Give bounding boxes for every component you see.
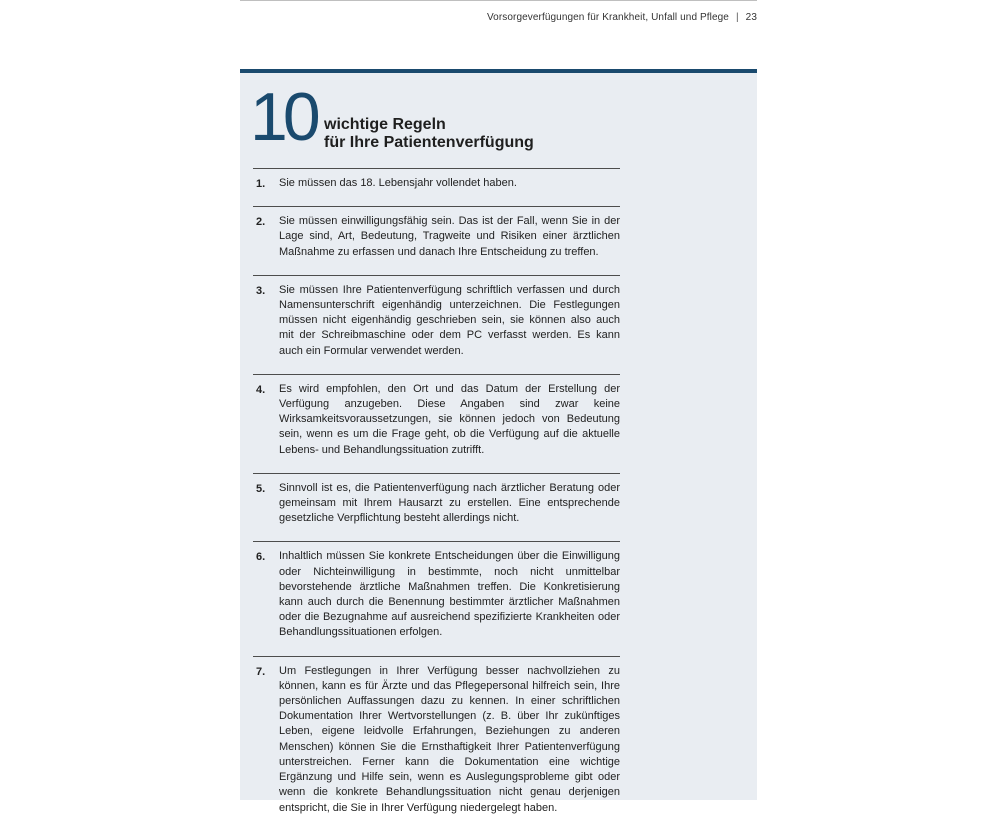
rule-number: 6. [256,551,266,564]
rule-item [253,275,620,374]
rule-number: 3. [256,284,266,297]
box-title-line1: wichtige Regeln [324,116,446,133]
rule-number: 1. [256,178,266,190]
rule-item [253,656,620,831]
rule-text: Um Festlegungen in Ihrer Verfügung besser nachvollziehen zu können, kann es für Ärzte und das Pflegepersonal hilfreich sein, Ihre persönlichen Auffassungen dazu zu kennen. In einer schriftlichen Dokumentation Ihrer Wertvorstellungen (z. B. über Ihr zukünftiges Leben, eigene leidvolle Erfahrungen, Beziehungen zu anderen Menschen) können Sie die Ernsthaftigkeit Ihrer Patientenverfügung unterstreichen. Ferner kann die Dokumentation eine wichtige Ergänzung und Hilfe sein, wenn es Auslegungsprobleme gibt oder wenn die konkrete Behandlungssituation nicht genau derjenigen entspricht, die Sie in Ihrer Verfügung niedergelegt haben. [279,664,620,814]
rule-text: Sie müssen einwilligungsfähig sein. Das ist der Fall, wenn Sie in der Lage sind, Art, Bedeutung, Tragweite und Risiken einer ärztlichen Maßnahme zu erfassen und danach Ihre Entscheidung zu treffen. [279,215,620,258]
running-header-title: Vorsorgeverfügungen für Krankheit, Unfall und Pflege [486,12,729,23]
rule-number: 5. [256,482,266,495]
rule-text: Sie müssen das 18. Lebensjahr vollendet haben. [279,177,517,189]
rules-list [253,168,620,831]
rule-item [253,541,620,655]
box-title [324,116,534,152]
rule-text: Sinnvoll ist es, die Patientenverfügung nach ärztlicher Beratung oder gemeinsam mit Ihrem Hausarzt zu erstellen. Eine entsprechende gesetzliche Verpflichtung besteht allerdings nicht. [279,481,620,525]
rule-text: Es wird empfohlen, den Ort und das Datum der Erstellung der Verfügung anzugeben. Diese Angaben sind zwar keine Wirksamkeitsvoraussetzungen, sie können jedoch von Bedeutung sein, wenn es um die Frage geht, ob die Verfügung auf die aktuelle Lebens- und Behandlungssituation zutrifft. [279,382,620,456]
page-number: 23 [745,12,757,23]
box-title-line2: für Ihre Patientenverfügung [324,134,534,151]
box-big-number: 10 [250,79,316,155]
running-header [487,12,757,23]
rule-item [253,374,620,473]
rule-item [253,473,620,542]
rule-number: 2. [256,216,266,229]
running-header-separator: | [735,12,739,23]
rule-text: Inhaltlich müssen Sie konkrete Entscheidungen über die Einwilligung oder Nichteinwilligung in bestimmte, noch nicht unmittelbar bevorstehende ärztliche Maßnahmen treffen. Die Konkretisierung kann auch durch die Benennung bestimmter ärztlicher Maßnahmen oder die Bezugnahme auf ausreichend spezifizierte Krankheiten oder Behandlungssituationen erfolgen. [279,550,620,639]
rule-item [253,206,620,275]
header-rule [240,0,757,1]
rule-item [253,168,620,206]
rules-box [240,69,757,814]
rule-text: Sie müssen Ihre Patientenverfügung schriftlich verfassen und durch Namensunterschrift eigenhändig unterzeichnen. Die Festlegungen müssen nicht eigenhändig geschrieben sein, sie können also auch mit der Schreibmaschine oder dem PC verfasst werden. Es kann auch ein Formular verwendet werden. [279,283,620,357]
rule-number: 7. [256,665,266,678]
rule-number: 4. [256,383,266,396]
